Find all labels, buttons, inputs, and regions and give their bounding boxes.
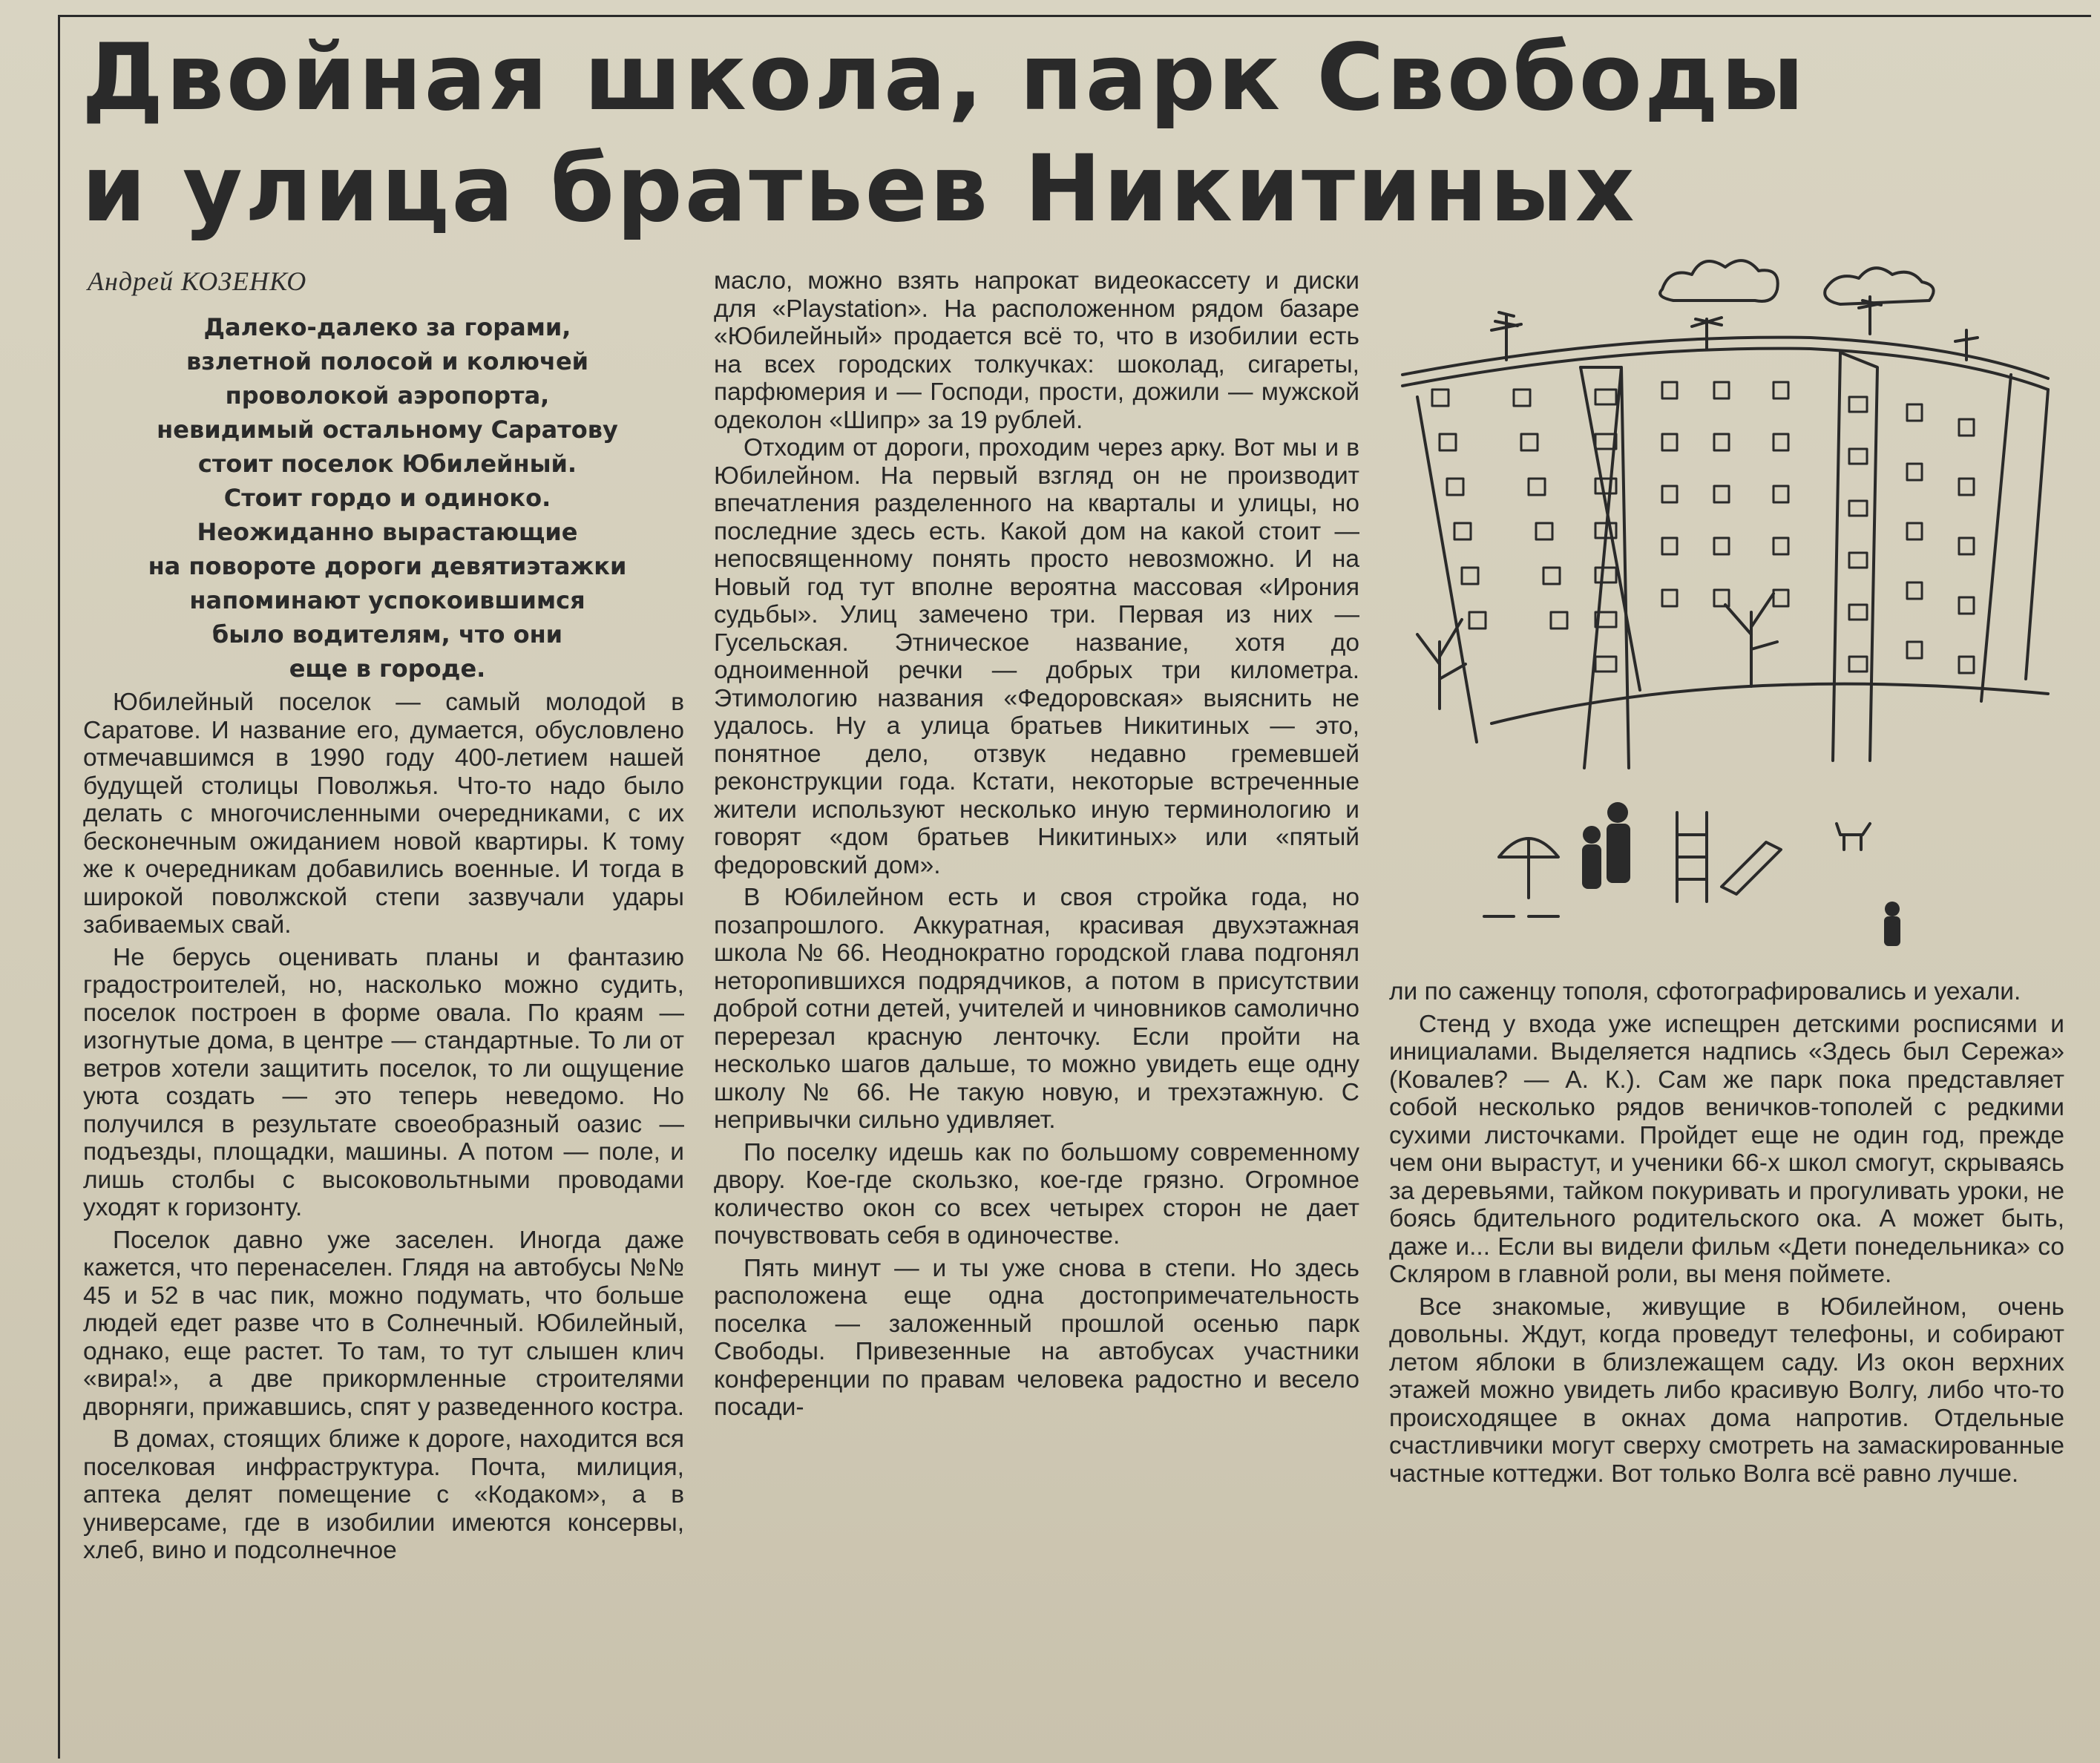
text-column-3 bbox=[1389, 978, 2064, 1488]
text-column-1 bbox=[83, 689, 684, 1565]
paragraph: Не берусь оценивать планы и фантазию градостроителей, но, насколько можно судить, поселок построен в форме овала. По краям — изогнутые дома, в центре — стандартные. То ли от ветров хотели защитить поселок, то ли ощущение уюта создать — это теперь неведомо. Но получился в результате своеобразный оазис — подъезды, площадки, машины. А потом — поле, и лишь столбы с высоковольтными проводами уходят к горизонту. bbox=[83, 943, 684, 1221]
paragraph: В Юбилейном есть и своя стройка года, но позапрошлого. Аккуратная, красивая двухэтажная школа № 66. Неоднократно городской глава подгонял неторопившихся подрядчиков, а потом в присутствии доброй сотни детей, учителей и чиновников самолично перерезал красную ленточку. Если пройти на несколько шагов дальше, то можно увидеть еще одну школу № 66. Не такую новую, и трехэтажную. С непривычки сильно удивляет. bbox=[714, 884, 1359, 1134]
paragraph: Юбилейный поселок — самый молодой в Саратове. И название его, думается, обусловлено отмечавшимся в 1990 году 400-летием нашей будущей столицы Поволжья. Что-то надо было делать с многочисленными очередниками, с их бесконечным ожиданием новой квартиры. К тому же к очередникам добавились военные. И тогда в широкой поволжской степи зазвучали удары забиваемых свай. bbox=[83, 689, 684, 939]
paragraph: Стенд у входа уже испещрен детскими росписями и инициалами. Выделяется надпись «Здесь был Сережа» (Ковалев? — А. К.). Сам же парк пока представляет собой несколько рядов веничков-тополей с редкими сухими листочками. Пройдет еще не один год, прежде чем они вырастут, и ученики 66-х школ смогут, скрываясь за деревьями, тайком покуривать и прогуливать уроки, не боясь бдительного родительского ока. А может быть, даже и... Если вы видели фильм «Дети понедельника» со Скляром в главной роли, вы меня поймете. bbox=[1389, 1010, 2064, 1288]
lead-paragraph: Далеко-далеко за горами, взлетной полосой и колючей проволокой аэропорта, невидимый остальному Саратову стоит поселок Юбилейный. Стоит гордо и одиноко. Неожиданно вырастающие на повороте дороги девятиэтажки напоминают успокоившимся было водителям, что они еще в городе. bbox=[148, 313, 627, 683]
child-drawing-of-apartment-buildings-icon bbox=[1395, 249, 2063, 961]
paragraph: Пять минут — и ты уже снова в степи. Но здесь расположена еще одна достопримечательность поселка — заложенный прошлой осенью парк Свободы. Привезенные на автобусах участники конференции по правам человека радостно и весело посади- bbox=[714, 1254, 1359, 1421]
paragraph: Все знакомые, живущие в Юбилейном, очень довольны. Ждут, когда проведут телефоны, и собирают летом яблоки в близлежащем саду. Из окон верхних этажей можно увидеть либо красивую Волгу, либо что-то происходящее в окнах дома напротив. Отдельные счастливчики могут сверху смотреть на замаскированные частные коттеджи. Вот только Волга всё равно лучше. bbox=[1389, 1293, 2064, 1488]
headline-line-1: Двойная школа, парк Свободы bbox=[82, 24, 1807, 131]
byline: Андрей КОЗЕНКО bbox=[88, 266, 307, 296]
paragraph: В домах, стоящих ближе к дороге, находится вся поселковая инфраструктура. Почта, милиция, аптека делят помещение с «Кодаком», а в универсаме, где в изобилии имеются консервы, хлеб, вино и подсолнечное bbox=[83, 1425, 684, 1564]
paragraph: По поселку идешь как по большому современному двору. Кое-где скользко, кое-где грязно. Огромное количество окон со всех четырех сторон не дает почувствовать себя в одиночестве. bbox=[714, 1138, 1359, 1250]
text-column-2 bbox=[714, 267, 1359, 1422]
paragraph: ли по саженцу тополя, сфотографировались и уехали. bbox=[1389, 978, 2021, 1005]
paragraph: Поселок давно уже заселен. Иногда даже кажется, что перенаселен. Глядя на автобусы №№ 45 и 52 в час пик, можно подумать, что больше людей едет разве что в Солнечный. Юбилейный, однако, еще растет. То там, то тут слышен клич «вира!», а две прикормленные строителями дворняги, прижавшись, спят у разведенного костра. bbox=[83, 1226, 685, 1421]
headline-line-2: и улица братьев Никитиных bbox=[82, 136, 1637, 243]
headline bbox=[82, 22, 2070, 245]
paragraph: масло, можно взять напрокат видеокассету и диски для «Playstation». На расположенном рядом базаре «Юбилейный» продается всё то, что в изобилии есть на всех городских толкучках: шоколад, сигареты, парфюмерия и — Господи, прости, дожили — мужской одеколон «Шипр» за 19 рублей. bbox=[714, 267, 1359, 434]
paragraph: Отходим от дороги, проходим через арку. Вот мы и в Юбилейном. На первый взгляд он не производит впечатления разделенного на кварталы и улицы, но последние здесь есть. Какой дом на какой стоит — непосвященному понять просто невозможно. И на Новый год тут вполне вероятна массовая «Ирония судьбы». Улиц замечено три. Первая из них — Гусельская. Этническое название, хотя до одноименной речки — добрых три километра. Этимологию названия «Федоровская» выяснить не удалось. Ну а улица братьев Никитиных — это, понятное дело, отзвук недавно гремевшей реконструкции года. Кстати, некоторые встреченные жители используют несколько иную терминологию и говорят «дом братьев Никитиных» или «пятый федоровский дом». bbox=[714, 434, 1359, 879]
